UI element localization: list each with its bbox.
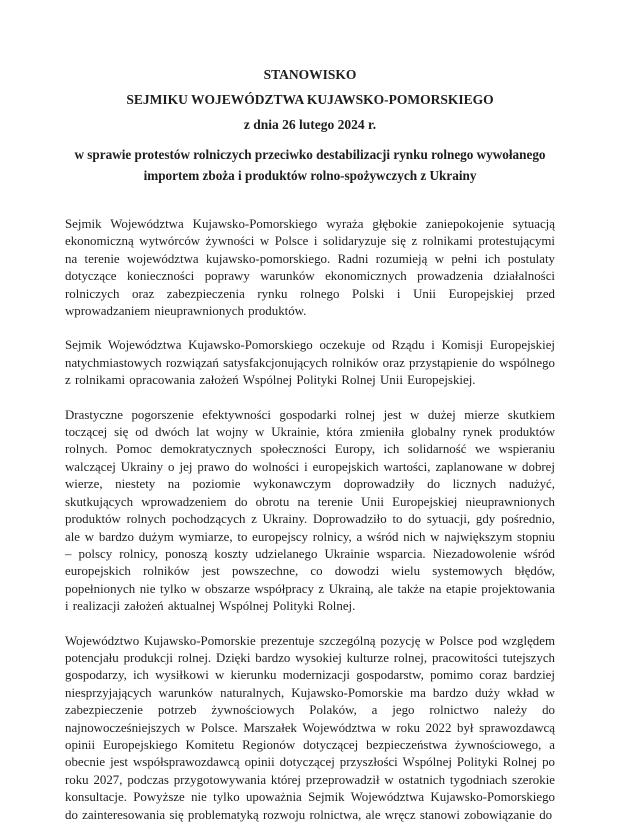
body-paragraph-4: Województwo Kujawsko-Pomorskie prezentuje szczególną pozycję w Polsce pod względem potencjału produkcji rolnej. Dzięki bardzo wysokiej kulturze rolnej, pracowitości tutejszych gospodarzy, ich wysiłkowi w kierunku modernizacji gospodarstw, pomimo coraz bardziej niesprzyjających warunków naturalnych, Kujawsko-Pomorskie ma bardzo duży wkład w zabezpieczenie potrzeb żywnościowych Polaków, a jego rolnictwo należy do najnowocześniejszych w Polsce. Marszałek Województwa w roku 2022 był sprawozdawcą opinii Europejskiego Komitetu Regionów dotyczącej bezpieczeństwa żywnościowego, a obecnie jest współsprawozdawcą opinii dotyczącej przyszłości Wspólnej Polityki Rolnej po roku 2027, podczas przygotowywania której przeprowadził w ostatnich tygodniach szerokie konsultacje. Powyższe nie tylko upoważnia Sejmik Województwa Kujawsko-Pomorskiego do zainteresowania się problematyką rozwoju rolnictwa, ale wręcz stanowi zobowiązanie do bbox=[65, 633, 555, 822]
document-body bbox=[65, 216, 555, 824]
document-header bbox=[65, 62, 555, 137]
document-issuer: SEJMIKU WOJEWÓDZTWA KUJAWSKO-POMORSKIEGO bbox=[126, 92, 494, 107]
document-date: z dnia 26 lutego 2024 r. bbox=[243, 117, 377, 132]
document-title: STANOWISKO bbox=[263, 67, 357, 82]
body-paragraph-2: Sejmik Województwa Kujawsko-Pomorskiego oczekuje od Rządu i Komisji Europejskiej natychmiastowych rozwiązań satysfakcjonujących rolników oraz przystąpienie do wspólnego z rolnikami opracowania założeń Wspólnej Polityki Rolnej Unii Europejskiej. bbox=[65, 338, 555, 388]
body-paragraph-1: Sejmik Województwa Kujawsko-Pomorskiego wyraża głębokie zaniepokojenie sytuacją ekonomiczną wytwórców żywności w Polsce i solidaryzuje się z rolnikami protestującymi na terenie województwa kujawsko-pomorskiego. Radni rozumieją w pełni ich postulaty dotyczące konieczności poprawy warunków ekonomicznych prowadzenia działalności rolniczych oraz zabezpieczenia rynku rolnego Polski i Unii Europejskiej przed wprowadzaniem nieuprawnionych produktów. bbox=[65, 217, 555, 319]
body-paragraph-3: Drastyczne pogorszenie efektywności gospodarki rolnej jest w dużej mierze skutkiem toczącej się od dwóch lat wojny w Ukrainie, która zmieniła globalny rynek produktów rolnych. Pomoc demokratycznych społeczności Europy, ich solidarność we wspieraniu walczącej Ukrainy o jej prawo do wolności i europejskich wartości, zaplanowane w dobrej wierze, niestety na poziomie wykonawczym doprowadziły do licznych nadużyć, skutkujących wprowadzeniem do obrotu na terenie Unii Europejskiej nieuprawnionych produktów rolnych pochodzących z Ukrainy. Doprowadziło to do sytuacji, gdy pośrednio, ale w bardzo dużym wymiarze, to europejscy rolnicy, a wśród nich w największym stopniu – polscy rolnicy, ponoszą koszty udzielanego Ukrainie wsparcia. Niezadowolenie wśród europejskich rolników jest powszechne, co dowodzi wielu systemowych błędów, popełnionych nie tylko w obszarze współpracy z Ukrainą, ale także na etapie projektowania i realizacji założeń aktualnej Wspólnej Polityki Rolnej. bbox=[65, 407, 555, 614]
document-subject: w sprawie protestów rolniczych przeciwko destabilizacji rynku rolnego wywołanego importem zboża i produktów rolno-spożywczych z Ukrainy bbox=[74, 147, 546, 183]
